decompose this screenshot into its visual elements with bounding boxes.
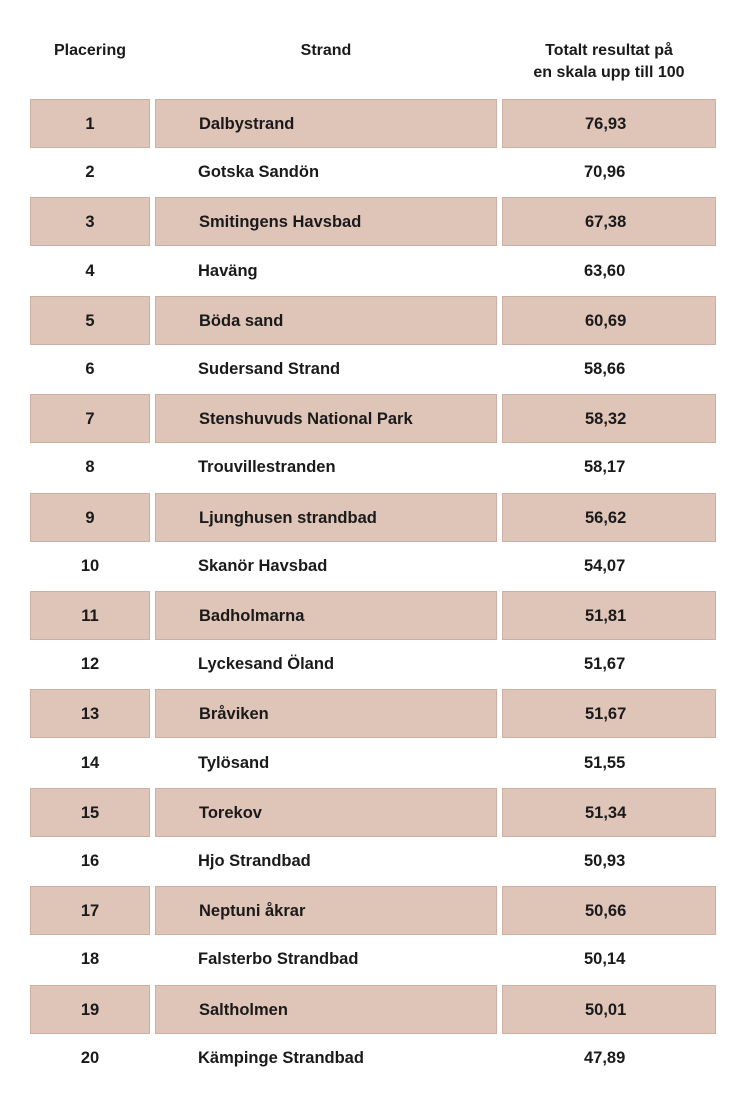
table-row	[0, 935, 746, 984]
beach-name-cell: Trouvillestranden	[198, 458, 336, 477]
header-score-label-line2: en skala upp till 100	[533, 64, 685, 81]
score-cell: 58,17	[584, 458, 626, 477]
table-header	[0, 40, 746, 90]
table-row	[0, 640, 746, 689]
beach-name-cell: Haväng	[198, 261, 258, 280]
table-row	[0, 886, 746, 935]
beach-name-cell: Neptuni åkrar	[155, 886, 497, 935]
table-row	[0, 493, 746, 542]
header-rank-label: Placering	[53, 42, 127, 59]
rank-cell: 9	[30, 493, 150, 542]
rank-cell: 3	[30, 197, 150, 246]
score-cell: 50,14	[584, 950, 626, 969]
score-cell: 51,81	[502, 591, 716, 640]
header-name	[155, 40, 497, 62]
score-cell: 51,34	[502, 788, 716, 837]
rank-cell: 10	[80, 556, 100, 575]
table-row	[0, 443, 746, 492]
score-cell: 50,66	[502, 886, 716, 935]
table-row	[0, 99, 746, 148]
score-cell: 51,67	[584, 655, 626, 674]
score-cell: 50,93	[584, 852, 626, 870]
beach-name-cell: Badholmarna	[155, 591, 497, 640]
beach-name-cell: Skanör Havsbad	[198, 556, 328, 575]
rank-cell: 5	[30, 296, 150, 345]
rank-cell: 7	[30, 394, 150, 443]
table-row	[0, 689, 746, 738]
beach-name-cell: Lyckesand Öland	[198, 655, 335, 674]
rank-cell: 8	[85, 458, 95, 477]
rank-cell: 14	[80, 753, 100, 772]
beach-name-cell: Falsterbo Strandbad	[198, 950, 359, 969]
table-row	[0, 788, 746, 837]
rank-cell: 13	[30, 689, 150, 738]
score-cell: 51,55	[584, 753, 626, 772]
score-cell: 70,96	[584, 163, 626, 182]
table-row	[0, 1034, 746, 1083]
beach-name-cell: Böda sand	[155, 296, 497, 345]
beach-name-cell: Stenshuvuds National Park	[155, 394, 497, 443]
beach-name-cell: Gotska Sandön	[198, 163, 320, 182]
score-cell: 50,01	[502, 985, 716, 1034]
header-score-label-line1: Totalt resultat på	[545, 42, 673, 59]
table-row	[0, 591, 746, 640]
table-row	[0, 394, 746, 443]
beach-name-cell: Hjo Strandbad	[198, 852, 311, 870]
table-row	[0, 247, 746, 296]
rank-cell: 16	[80, 852, 100, 870]
table-row	[0, 148, 746, 197]
rank-cell: 19	[30, 985, 150, 1034]
beach-name-cell: Ljunghusen strandbad	[155, 493, 497, 542]
beach-name-cell: Bråviken	[155, 689, 497, 738]
rank-cell: 17	[30, 886, 150, 935]
rank-cell: 4	[85, 261, 95, 280]
table-row	[0, 197, 746, 246]
beach-name-cell: Kämpinge Strandbad	[198, 1048, 364, 1067]
score-cell: 63,60	[584, 261, 626, 280]
beach-name-cell: Torekov	[155, 788, 497, 837]
beach-name-cell: Dalbystrand	[155, 99, 497, 148]
rank-cell: 11	[30, 591, 150, 640]
header-rank	[30, 40, 150, 62]
header-score	[502, 40, 716, 84]
table-row	[0, 542, 746, 591]
score-cell: 51,67	[502, 689, 716, 738]
score-cell: 60,69	[502, 296, 716, 345]
rank-cell: 2	[85, 163, 95, 182]
beach-name-cell: Tylösand	[198, 753, 270, 772]
score-cell: 58,66	[584, 360, 626, 378]
table-row	[0, 985, 746, 1034]
score-cell: 67,38	[502, 197, 716, 246]
score-cell: 47,89	[584, 1048, 626, 1067]
beach-name-cell: Sudersand Strand	[198, 360, 341, 378]
table-row	[0, 296, 746, 345]
table-row	[0, 345, 746, 394]
score-cell: 76,93	[502, 99, 716, 148]
score-cell: 58,32	[502, 394, 716, 443]
rank-cell: 20	[80, 1048, 100, 1067]
score-cell: 56,62	[502, 493, 716, 542]
header-name-label: Strand	[300, 42, 352, 59]
beach-name-cell: Saltholmen	[155, 985, 497, 1034]
rank-cell: 12	[80, 655, 100, 674]
beach-name-cell: Smitingens Havsbad	[155, 197, 497, 246]
table-row	[0, 837, 746, 886]
table-row	[0, 739, 746, 788]
rank-cell: 18	[80, 950, 100, 969]
score-cell: 54,07	[584, 556, 626, 575]
rank-cell: 1	[30, 99, 150, 148]
rank-cell: 6	[85, 360, 95, 378]
rank-cell: 15	[30, 788, 150, 837]
